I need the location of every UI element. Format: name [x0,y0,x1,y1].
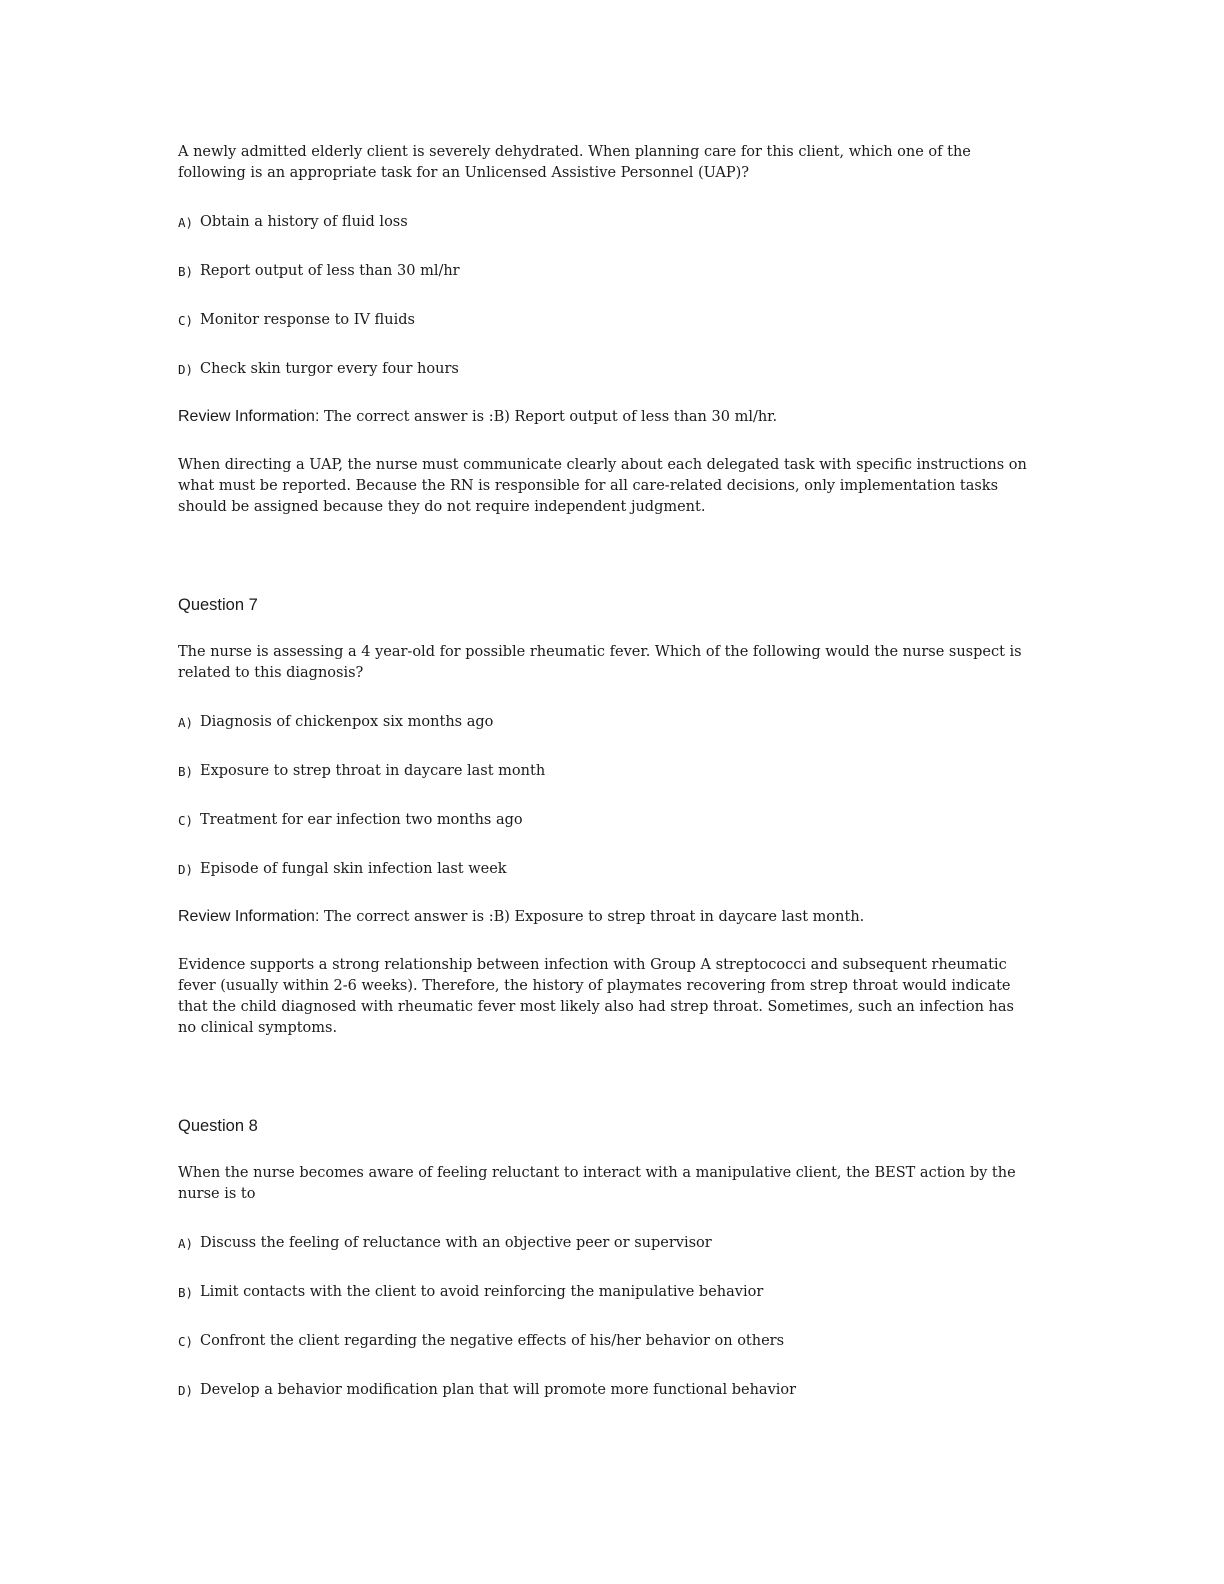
option-text: Monitor response to IV fluids [200,312,415,328]
option-d [178,859,1028,880]
option-a [178,212,1028,233]
option-b [178,261,1028,282]
question-text: The nurse is assessing a 4 year-old for possible rheumatic fever. Which of the following would the nurse suspect is related to this diagnosis? [178,644,1022,681]
option-letter: A) [178,215,194,230]
option-text: Episode of fungal skin infection last week [200,861,507,877]
option-text: Develop a behavior modification plan that will promote more functional behavior [200,1382,797,1398]
review-label: Review Information: [178,908,320,925]
option-d [178,359,1028,380]
question-8 [178,1115,1028,1401]
option-c [178,1331,1028,1352]
option-d [178,1380,1028,1401]
option-text: Discuss the feeling of reluctance with an objective peer or supervisor [200,1235,712,1251]
option-letter: C) [178,1334,194,1349]
option-text: Check skin turgor every four hours [200,361,459,377]
option-text: Obtain a history of fluid loss [200,214,408,230]
explanation: When directing a UAP, the nurse must communicate clearly about each delegated task with specific instructions on what must be reported. Because the RN is responsible for all care-related decisions, only implementation tasks should be assigned because they do not require independent judgment. [178,457,1027,515]
option-c [178,810,1028,831]
option-letter: D) [178,862,194,877]
question-7 [178,594,1028,1039]
option-text: Treatment for ear infection two months ago [200,812,523,828]
option-text: Diagnosis of chickenpox six months ago [200,714,494,730]
question-text: When the nurse becomes aware of feeling reluctant to interact with a manipulative client, the BEST action by the nurse is to [178,1165,1016,1202]
option-letter: B) [178,764,194,779]
question-6 [178,142,1028,518]
option-letter: A) [178,715,194,730]
option-text: Exposure to strep throat in daycare last month [200,763,546,779]
option-letter: D) [178,1383,194,1398]
review-answer: The correct answer is :B) Report output of less than 30 ml/hr. [324,409,778,425]
option-letter: B) [178,264,194,279]
review-answer: The correct answer is :B) Exposure to strep throat in daycare last month. [324,909,865,925]
question-text: A newly admitted elderly client is severely dehydrated. When planning care for this client, which one of the following is an appropriate task for an Unlicensed Assistive Personnel (UAP)? [178,144,971,181]
option-letter: C) [178,813,194,828]
option-a [178,712,1028,733]
option-b [178,1282,1028,1303]
review-information [178,406,1028,428]
explanation: Evidence supports a strong relationship between infection with Group A streptococci and subsequent rheumatic fever (usually within 2-6 weeks). Therefore, the history of playmates recovering from strep throat would indicate that the child diagnosed with rheumatic fever most likely also had strep throat. Sometimes, such an infection has no clinical symptoms. [178,957,1014,1036]
option-b [178,761,1028,782]
question-heading: Question 8 [178,1117,258,1135]
review-information [178,906,1028,928]
option-letter: C) [178,313,194,328]
option-a [178,1233,1028,1254]
review-label: Review Information: [178,408,320,425]
option-text: Limit contacts with the client to avoid reinforcing the manipulative behavior [200,1284,764,1300]
option-letter: D) [178,362,194,377]
option-text: Report output of less than 30 ml/hr [200,263,460,279]
option-letter: B) [178,1285,194,1300]
document-page [178,140,1028,1401]
option-c [178,310,1028,331]
option-letter: A) [178,1236,194,1251]
question-heading: Question 7 [178,596,258,614]
option-text: Confront the client regarding the negative effects of his/her behavior on others [200,1333,785,1349]
